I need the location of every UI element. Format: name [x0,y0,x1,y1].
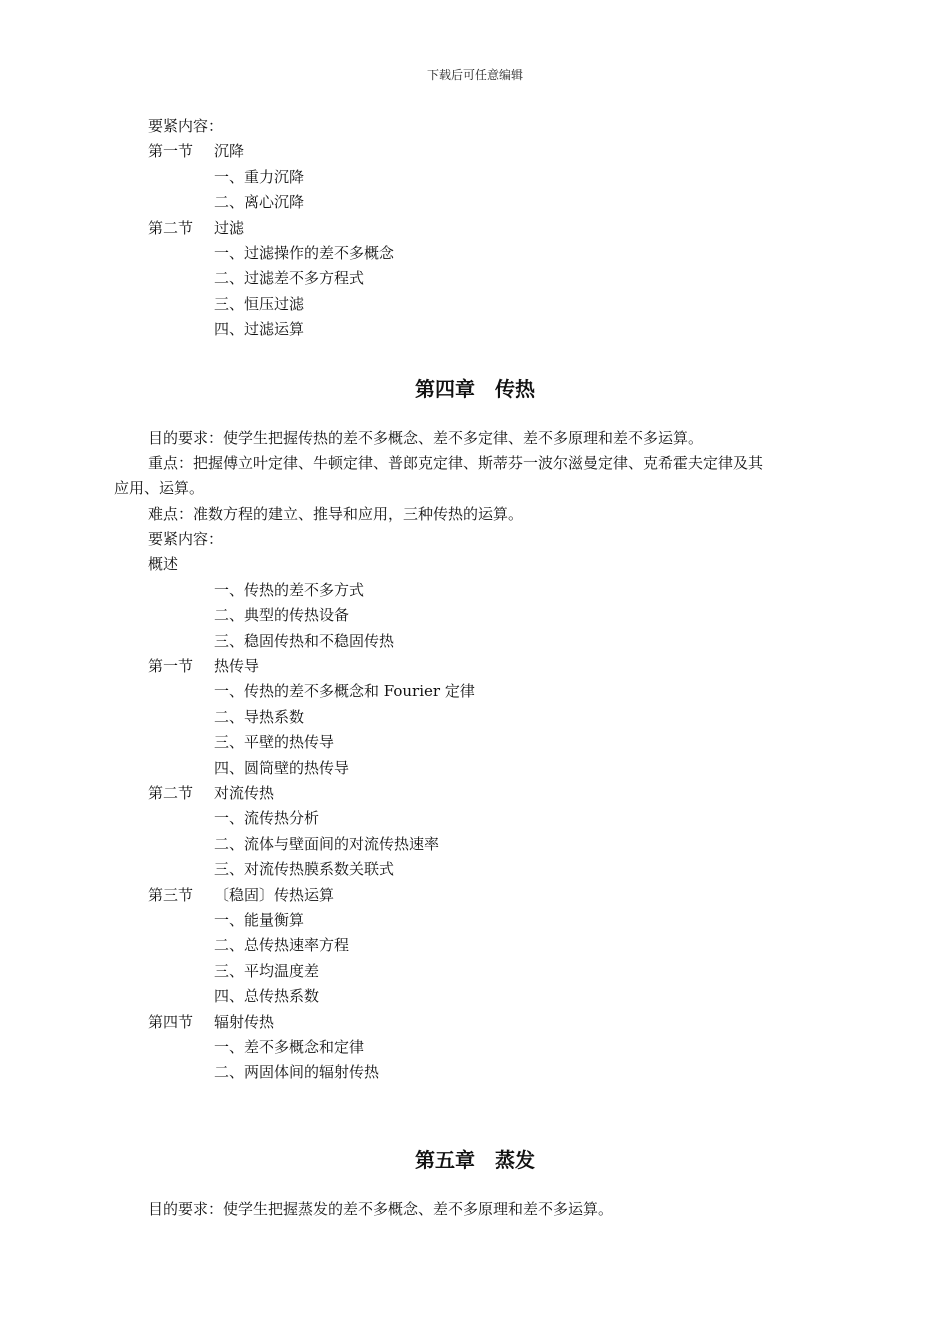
list-item: 四、过滤运算 [214,320,305,339]
list-item: 三、平壁的热传导 [214,733,335,752]
list-item: 三、平均温度差 [214,961,320,980]
document-body [0,114,950,1222]
list-item: 一、差不多概念和定律 [214,1037,365,1056]
section-heading: 第三节 〔稳固〕传热运算 [148,885,335,904]
list-item: 三、稳固传热和不稳固传热 [214,631,395,650]
list-item: 一、流传热分析 [214,809,320,828]
list-item: 二、流体与壁面间的对流传热速率 [214,834,440,853]
list-item: 三、恒压过滤 [214,294,305,313]
list-item: 一、重力沉降 [214,167,305,186]
list-item: 一、过滤操作的差不多概念 [214,243,395,262]
list-item: 二、典型的传热设备 [214,606,350,625]
list-item: 二、过滤差不多方程式 [214,269,365,288]
section-heading: 第一节 热传导 [148,657,260,676]
section-heading: 第四节 辐射传热 [148,1012,275,1031]
contents-heading: 要紧内容： [148,530,224,549]
difficulty-text: 难点：准数方程的建立、推导和应用，三种传热的运算。 [148,504,524,523]
chapter-title: 第四章 传热 [415,376,535,401]
list-item: 四、圆筒壁的热传导 [214,758,350,777]
list-item: 二、离心沉降 [214,193,305,212]
list-item: 二、两固体间的辐射传热 [214,1063,380,1082]
list-item: 一、传热的差不多方式 [214,580,365,599]
contents-heading: 要紧内容： [148,117,224,135]
objective-text: 目的要求：使学生把握蒸发的差不多概念、差不多原理和差不多运算。 [148,1199,614,1218]
key-points-text: 重点：把握傅立叶定律、牛顿定律、普郎克定律、斯蒂芬一波尔滋曼定律、克希霍夫定律及其 [148,453,764,472]
list-item: 三、对流传热膜系数关联式 [214,860,395,879]
list-item: 二、总传热速率方程 [214,936,350,955]
list-item: 二、导热系数 [214,707,305,726]
list-item: 一、能量衡算 [214,910,305,929]
key-points-text-cont: 应用、运算。 [114,479,205,498]
section-heading: 第二节 过滤 [148,218,245,237]
overview-heading: 概述 [148,555,179,574]
chapter-title: 第五章 蒸发 [415,1147,535,1172]
list-item: 一、传热的差不多概念和 Fourier 定律 [214,682,475,701]
page-header: 下载后可任意编辑 [426,68,523,82]
section-heading: 第二节 对流传热 [148,783,275,802]
list-item: 四、总传热系数 [214,987,320,1006]
objective-text: 目的要求：使学生把握传热的差不多概念、差不多定律、差不多原理和差不多运算。 [148,428,704,447]
section-heading: 第一节 沉降 [148,142,245,161]
